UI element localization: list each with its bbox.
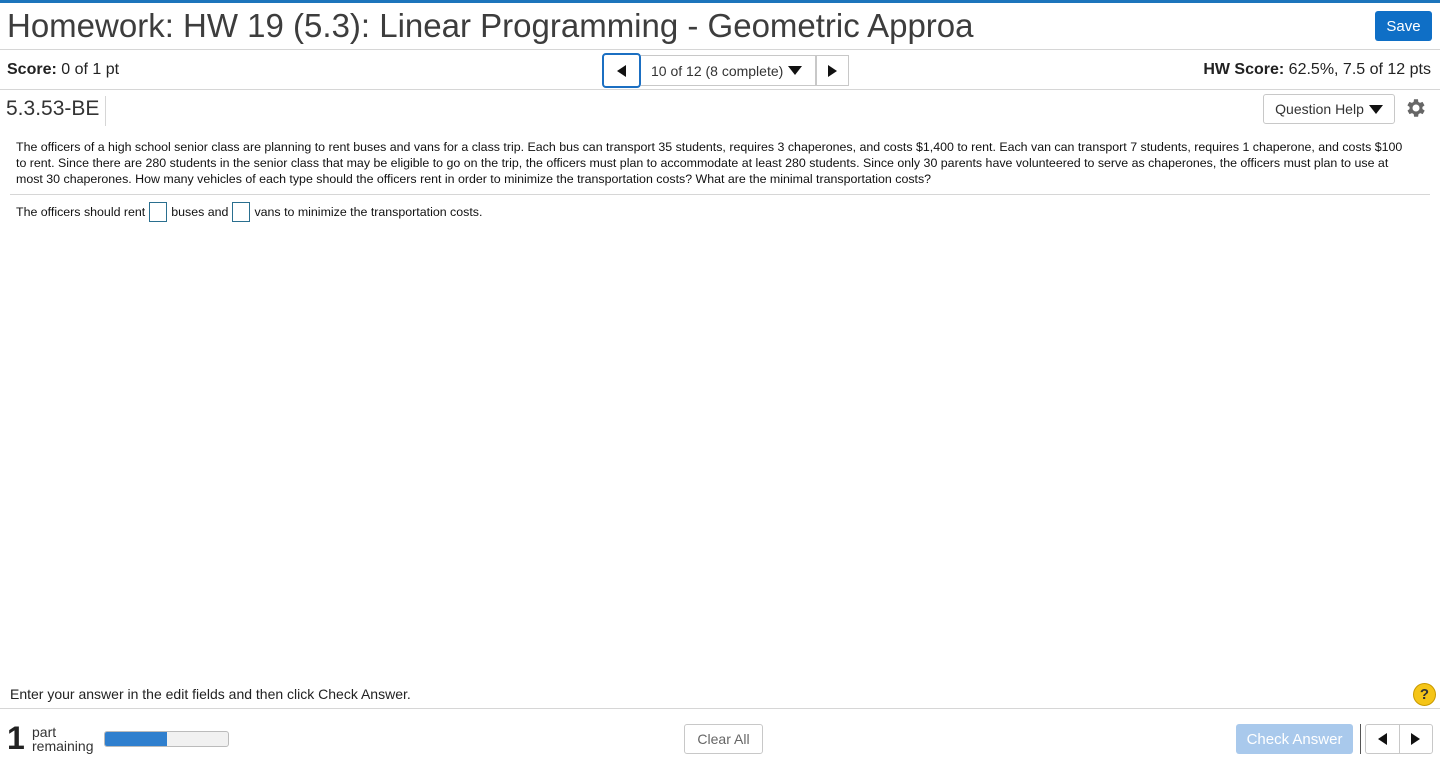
footer-question-nav [1365, 724, 1433, 754]
divider [10, 194, 1430, 195]
previous-question-button[interactable] [602, 53, 641, 88]
triangle-left-icon [617, 65, 626, 77]
answer-middle: buses and [171, 205, 229, 219]
gear-icon[interactable] [1404, 96, 1428, 120]
problem-text: The officers of a high school senior class are planning to rent buses and vans for a class trip. Each bus can transport 35 students, requires 3 chaperones, and costs $1,400 to rent. Each van can transport 7 students, requires 1 chaperone, and costs $100 to rent. Since there are 280 students in the senior class that may be eligible to go on the trip, the officers must plan to accommodate at least 280 students. Since only 30 parents have volunteered to serve as chaperones, the officers must plan to use at most 30 chaperones. How many vehicles of each type should the officers rent in order to minimize the transportation costs? What are the minimal transportation costs? [16, 140, 1403, 186]
answer-suffix: vans to minimize the transportation costs. [254, 205, 483, 219]
check-answer-button[interactable]: Check Answer [1236, 724, 1353, 754]
footer-previous-button[interactable] [1366, 725, 1399, 753]
buses-input[interactable] [149, 202, 167, 222]
vans-input[interactable] [232, 202, 250, 222]
triangle-left-icon [1378, 733, 1387, 745]
save-button[interactable]: Save [1375, 11, 1432, 41]
triangle-down-icon [1369, 105, 1383, 114]
triangle-right-icon [1411, 733, 1420, 745]
triangle-down-icon [788, 66, 802, 75]
triangle-right-icon [828, 65, 837, 77]
progress-fill [105, 732, 167, 746]
score-label: Score: [7, 61, 57, 78]
question-position-label: 10 of 12 (8 complete) [651, 62, 784, 79]
answer-prefix: The officers should rent [16, 205, 146, 219]
question-id: 5.3.53-BE [6, 96, 106, 126]
question-navigator [602, 53, 849, 88]
progress-bar [104, 731, 229, 747]
next-question-button[interactable] [816, 55, 849, 86]
footer-divider [0, 708, 1440, 709]
parts-word: part [32, 724, 57, 740]
question-id-bar [0, 90, 1440, 128]
question-help-label: Question Help [1275, 101, 1364, 117]
score-display [7, 61, 119, 79]
footer-next-button[interactable] [1399, 725, 1432, 753]
score-value: 0 of 1 pt [61, 61, 120, 78]
help-icon[interactable]: ? [1413, 683, 1436, 706]
hw-score-display [1203, 61, 1431, 79]
clear-all-button[interactable]: Clear All [684, 724, 763, 754]
page-title: Homework: HW 19 (5.3): Linear Programming - Geometric Approa [7, 7, 974, 44]
answer-line [16, 202, 482, 222]
title-bar [0, 3, 1440, 50]
remaining-word: remaining [32, 738, 94, 754]
hw-score-label: HW Score: [1203, 61, 1285, 78]
hw-score-value: 62.5%, 7.5 of 12 pts [1288, 61, 1431, 78]
question-select-dropdown[interactable] [641, 55, 816, 86]
parts-remaining-count: 1 [7, 720, 25, 756]
question-help-button[interactable] [1263, 94, 1395, 124]
instruction-text: Enter your answer in the edit fields and then click Check Answer. [10, 686, 411, 702]
parts-remaining-label [32, 725, 93, 753]
footer-separator [1360, 724, 1361, 754]
